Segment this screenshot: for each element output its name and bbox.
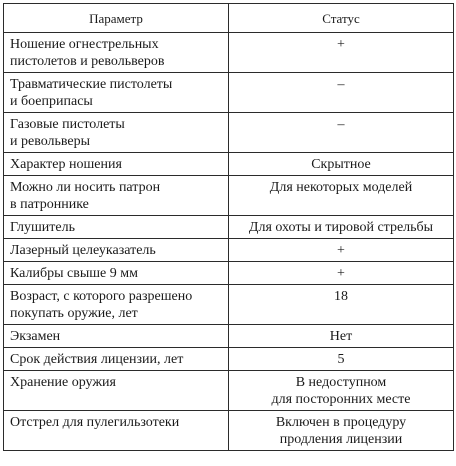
status-cell: [229, 73, 454, 113]
status-cell: [229, 371, 454, 411]
status-text: 5: [337, 352, 345, 367]
status-text: 18: [334, 289, 348, 304]
table-row: [4, 239, 454, 262]
table-row: [4, 113, 454, 153]
parameter-text: Можно ли носить патрон: [10, 180, 161, 195]
parameter-cell: [4, 216, 229, 239]
status-cell: [229, 239, 454, 262]
header-parameter: Параметр: [4, 4, 229, 33]
status-text: В недоступном: [295, 375, 387, 390]
parameter-text: Газовые пистолеты: [10, 117, 125, 132]
parameter-text: Ношение огнестрельных: [10, 37, 159, 52]
table-header-row: [4, 4, 454, 33]
status-text: продления лицензии: [279, 432, 403, 447]
parameter-text: Калибры свыше 9 мм: [10, 266, 138, 281]
parameter-cell: [4, 176, 229, 216]
parameter-text: в патроннике: [10, 197, 89, 212]
status-cell: [229, 348, 454, 371]
firearms-regulation-table: [3, 3, 454, 451]
table-row: [4, 176, 454, 216]
table-row: [4, 325, 454, 348]
parameter-cell: [4, 153, 229, 176]
parameter-text: и револьверы: [10, 134, 91, 149]
status-text: +: [337, 266, 345, 281]
parameter-text: и боеприпасы: [10, 94, 93, 109]
status-cell: [229, 33, 454, 73]
parameter-text: Возраст, с которого разрешено: [10, 289, 193, 304]
parameter-text: Срок действия лицензии, лет: [10, 352, 184, 367]
parameter-cell: [4, 348, 229, 371]
parameter-text: покупать оружие, лет: [10, 306, 138, 321]
status-cell: [229, 113, 454, 153]
status-cell: [229, 176, 454, 216]
status-cell: [229, 262, 454, 285]
status-cell: [229, 216, 454, 239]
parameter-text: Экзамен: [10, 329, 61, 344]
table-row: [4, 262, 454, 285]
parameter-text: Характер ношения: [10, 157, 122, 172]
status-text: Для некоторых моделей: [269, 180, 413, 195]
parameter-text: Лазерный целеуказатель: [10, 243, 156, 258]
status-text: +: [337, 243, 345, 258]
parameter-text: Травматические пистолеты: [10, 77, 173, 92]
status-cell: [229, 153, 454, 176]
parameter-cell: [4, 411, 229, 451]
parameter-text: Хранение оружия: [10, 375, 116, 390]
parameter-cell: [4, 113, 229, 153]
table-row: [4, 371, 454, 411]
table-row: [4, 33, 454, 73]
table-row: [4, 348, 454, 371]
header-status: Статус: [229, 4, 454, 33]
table-row: [4, 285, 454, 325]
table-row: [4, 73, 454, 113]
parameter-cell: [4, 262, 229, 285]
status-text: для посторонних месте: [271, 392, 411, 407]
parameter-cell: [4, 371, 229, 411]
parameter-cell: [4, 73, 229, 113]
status-cell: [229, 285, 454, 325]
status-text: Скрытное: [311, 157, 371, 172]
parameter-text: пистолетов и револьверов: [10, 54, 165, 69]
table-row: [4, 216, 454, 239]
status-text: –: [337, 77, 345, 92]
parameter-cell: [4, 239, 229, 262]
parameter-cell: [4, 285, 229, 325]
status-text: Включен в процедуру: [275, 415, 407, 430]
parameter-cell: [4, 33, 229, 73]
parameter-cell: [4, 325, 229, 348]
status-text: Нет: [329, 329, 353, 344]
status-text: Для охоты и тировой стрельбы: [248, 220, 434, 235]
status-text: –: [337, 117, 345, 132]
table-row: [4, 411, 454, 451]
status-text: +: [337, 37, 345, 52]
status-cell: [229, 325, 454, 348]
status-cell: [229, 411, 454, 451]
table-row: [4, 153, 454, 176]
parameter-text: Отстрел для пулегильзотеки: [10, 415, 180, 430]
parameter-text: Глушитель: [10, 220, 76, 235]
